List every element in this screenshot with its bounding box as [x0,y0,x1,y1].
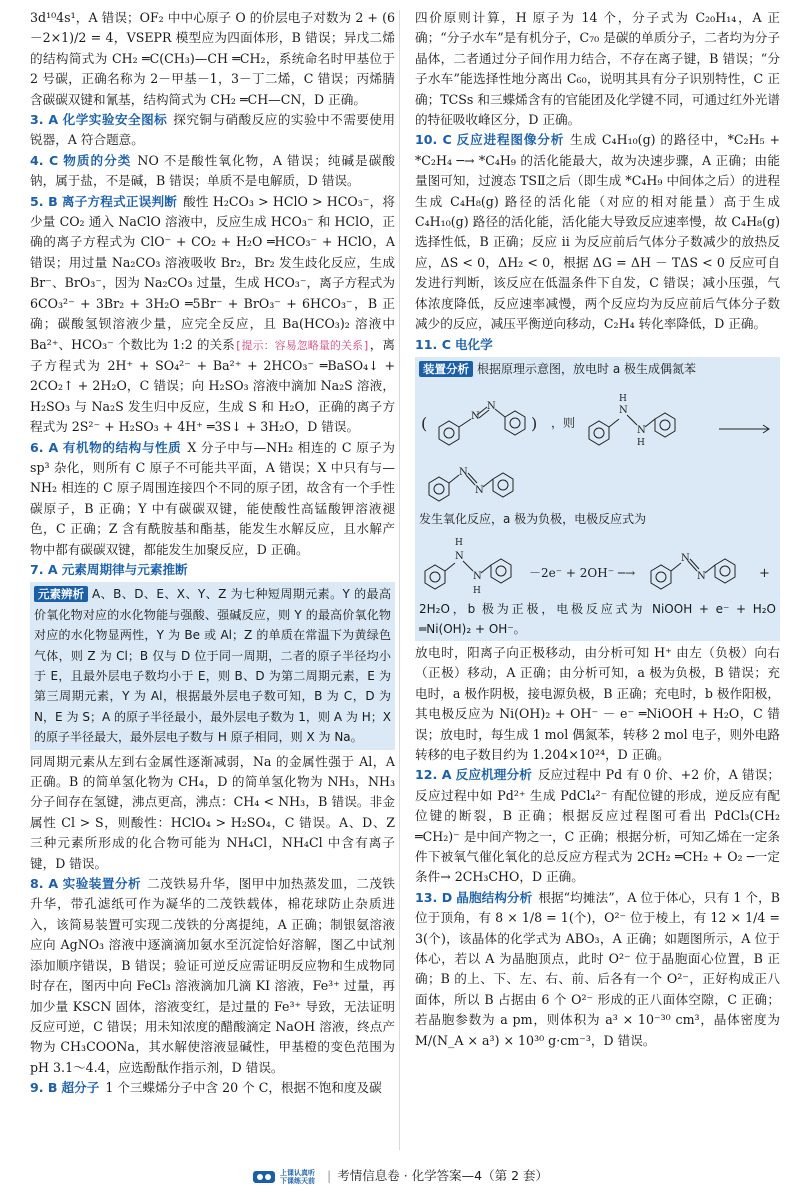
page-footer [0,1166,800,1185]
benzene-ring [425,565,445,589]
box-text: A、B、D、E、X、Y、Z 为七种短周期元素。Y 的最高价氧化物对应的水化物能与强酸、强碱反应，则 Y 的最高价氧化物对应的水化物显两性，Y 为 Be 或 Al；Z 的单质在常温下为黄绿色气体，则 Z 为 Cl；B 仅与 D 位于同一周期，二者的原子半径均小于 E，且最外层电子数均小于 E，则 B、D 为第二周期元素，E 为第三周期元素，Y 为 Al，根据最外层电子数可知，B 为 C，D 为 N，E 为 S；A 的原子半径最小，最外层电子数为 1，则 A 为 H；X 的原子半径最大，最外层电子数与 H 原子相同，则 X 为 Na。 [34,587,391,745]
question-8 [30,874,395,1078]
svg-text:N: N [473,570,482,582]
intro-paragraph: 3d¹⁰4s¹，A 错误；OF₂ 中中心原子 O 的价层电子对数为 2 + (6－2×1)/2 = 4，VSEPR 模型应为四面体形，B 错误；异戊二烯的结构简式为 CH₂ ═C(CH₃)—CH ═CH₂，系统命名时甲基位于 2 号碳，正确名称为 2－甲基－1，3－丁二烯，C 错误；丙烯腈含碳碳双键和氰基，结构简式为 CH₂ ═CH—CN，D 正确。 [30,10,395,107]
svg-text:N: N [697,570,706,582]
svg-text:+: + [759,565,770,581]
svg-text:N: N [459,466,468,478]
element-analysis-box [30,582,395,749]
benzene-ring [505,411,525,435]
box-text: 发生氧化反应，a 极为负极，电极反应式为 [419,511,647,526]
question-topic: 物质的分类 [62,152,132,168]
question-text: 二茂铁易升华，图甲中加热蒸发皿，二茂铁升华，带孔滤纸可作为凝华的二茂铁载体，棉花球防止杂质进入，该简易装置可实现二茂铁的分离提纯，A 正确；制银氨溶液应向 AgNO₃ 溶液中逐滴滴加氨水至沉淀恰好溶解，图乙中试剂添加顺序错误，B 错误；验证可逆反应需证明反应物和生成物同时存在，图丙中向 FeCl₃ 溶液滴加几滴 KI 溶液，Fe³⁺ 过量，再加少量 KSCN 固体，溶液变红，是过量的 Fe³⁺ 导致，无法证明反应可逆，C 错误；用未知浓度的醋酸滴定 NaOH 溶液，终点产物为 CH₃COONa，其水解使溶液显碱性，甲基橙的变色范围为 pH 3.1～4.4，应选酚酞作指示剂，D 错误。 [30,876,396,1075]
question-13 [415,888,780,1051]
svg-text:N: N [471,410,480,422]
question-topic: 晶胞结构分析 [456,889,533,905]
continued-paragraph: 四价原则计算，H 原子为 14 个，分子式为 C₂₀H₁₄，A 正确；“分子水车”是有机分子，C₇₀ 是碳的单质分子，二者均为分子晶体，二者通过分子间作用力结合，不存在离子键，B 错误；“分子水车”能选择性地分离出 C₆₀，说明其具有分子识别特性，C 正确；TCSs 和三蝶烯含有的官能团及化学键不同，可通过红外光谱的特征吸收峰区分，D 正确。 [415,10,780,128]
box-text: 2H₂O，b 极为正极，电极反应式为 NiOOH + e⁻ + H₂O ═Ni(OH)₂ + OH⁻。 [419,601,776,636]
right-column [415,8,780,1051]
question-topic: 有机物的结构与性质 [62,439,182,455]
question-number: 6. A [30,439,59,455]
publisher-logo-icon [252,1169,276,1185]
question-text: 反应过程中 Pd 有 0 价、+2 价，A 错误；反应过程中如 Pd²⁺ 生成 PdCl₄²⁻ 有配位键的形成，逆反应有配位键的断裂，B 正确；根据反应过程图可看出 PdCl₃(CH₂ ═CH₂)⁻ 是中间产物之一，C 正确；根据分析，可知乙烯在一定条件下被氧气催化氧化的总反应方程式为 2CH₂ ═CH₂ + O₂ ─一定条件→ 2CH₃CHO，D 正确。 [415,767,780,885]
question-text: NO 不是酸性氧化物，A 错误；纯碱是碳酸钠，属于盐，不是碱，B 错误；单质不是电解质，D 错误。 [30,152,395,189]
svg-text:(: ( [421,413,428,433]
question-number: 11. C [415,336,451,352]
element-analysis-tag: 元素辨析 [34,586,88,602]
question-number: 5. B [30,193,58,209]
benzene-ring [651,565,671,589]
question-9 [30,1078,395,1098]
question-6 [30,438,395,560]
svg-text:H: H [619,393,627,404]
svg-text:H: H [637,437,645,448]
benzene-ring [655,413,675,437]
question-topic: 反应机理分析 [455,767,532,783]
logo-line-2: 下课练天前 [280,1176,315,1185]
then-text: ，则 [551,415,576,430]
question-text: X 分子中与—NH₂ 相连的 C 原子为 sp³ 杂化，则所有 C 原子不可能共平面，A 错误；X 中只有与—NH₂ 相连的 C 原子周围连接四个不同的原子团，故含有一个手性碳原子，B 正确；Y 中有碳碳双键，能使酸性高锰酸钾溶液褪色，C 正确；Z 含有酰胺基和酯基，能发生水解反应，且水解产物中都有碳碳双键，都能发生加聚反应，D 正确。 [30,439,396,557]
question-5 [30,192,395,438]
device-analysis-tag: 装置分析 [419,361,473,377]
azobenzene-hydrazobenzene-structures [419,381,776,461]
benzene-ring [493,473,513,497]
azobenzene-structure [419,463,776,507]
question-topic: 化学实验安全图标 [62,112,168,128]
question-4 [30,151,395,192]
device-analysis-box [415,357,780,641]
question-text: 根据“均摊法”，A 位于体心，只有 1 个，B 位于顶角，有 8 × 1/8 = 1(个)，O²⁻ 位于棱上，有 12 × 1/4 = 3(个)，该晶体的化学式为 ABO₃，A 正确；如题图所示，A 位于体心，若以 A 为晶胞顶点，此时 O²⁻ 位于晶胞面心位置，B 正确；B 的上、下、左、右、前、后各有一个 O²⁻，正好构成正八面体，所以 B 占据由 6 个 O²⁻ 形成的正八面体空隙，C 正确；若晶胞参数为 a pm，则体积为 a³ × 10⁻³⁰ cm³，晶体密度为 M/(N_A × a³) × 10³⁰ g·cm⁻³，D 错误。 [415,889,781,1048]
logo-slogan [280,1169,315,1185]
svg-text:): ) [531,413,538,433]
question-number: 9. B [30,1080,58,1096]
question-text: 1 个三蝶烯分子中含 20 个 C，根据不饱和度及碳 [105,1080,382,1096]
benzene-ring [439,421,459,445]
svg-text:N: N [487,400,496,412]
svg-text:N: N [681,552,690,564]
svg-text:N: N [475,484,484,496]
half-reaction-text: －2e⁻ + 2OH⁻ ─→ [529,565,636,580]
svg-text:N: N [637,424,646,436]
question-11 [415,335,780,355]
question-number: 4. C [30,152,59,168]
question-10 [415,130,780,334]
question-3 [30,110,395,151]
question-text: 酸性 H₂CO₃ > HClO > HCO₃⁻，将少量 CO₂ 通入 NaClO 溶液中，反应生成 HCO₃⁻ 和 HClO，正确的离子方程式为 ClO⁻ + CO₂ + H₂O ═HCO₃⁻ + HClO，A 错误；用过量 Na₂CO₃ 溶液吸收 Br₂，Br₂ 发生歧化反应，生成 Br⁻、BrO₃⁻，因为 Na₂CO₃ 过量，生成 HCO₃⁻，离子方程式为 6CO₃²⁻ + 3Br₂ + 3H₂O ═5Br⁻ + BrO₃⁻ + 6HCO₃⁻，B 正确；碳酸氢钡溶液少量，应完全反应，且 Ba(HCO₃)₂ 溶液中 Ba²⁺、HCO₃⁻ 个数比为 1:2 的关系 [30,193,395,352]
box-text: 根据原理示意图，放电时 a 极生成偶氮苯 [477,361,696,376]
question-number: 3. A [30,112,59,128]
question-number: 10. C [415,132,452,148]
question-topic: 元素周期律与元素推断 [61,561,188,577]
svg-text:H: H [455,537,463,548]
left-column [30,8,395,1099]
question-topic: 离子方程式正误判断 [61,193,178,209]
question-number: 7. A [30,561,58,577]
question-number: 12. A [415,767,452,783]
question-topic: 反应进程图像分析 [455,132,565,148]
half-reaction-structures [419,531,776,597]
question-number: 13. D [415,889,453,905]
benzene-ring [429,477,449,501]
benzene-ring [589,421,609,445]
benzene-ring [491,559,511,583]
question-text: 放电时，阳离子向正极移动，由分析可知 H⁺ 由左（负极）向右（正极）移动，A 正确；由分析可知，a 极为负极，B 错误；充电时，a 极作阴极，接电源负极，B 正确；充电时，b 极作阳极，其电极反应为 Ni(OH)₂ + OH⁻ － e⁻ ═NiOOH + H₂O，C 错误；放电时，每生成 1 mol 偶氮苯，转移 2 mol 电子，则外电路转移的电子数目约为 1.204×10²⁴，D 正确。 [415,644,780,762]
question-text: 生成 C₄H₁₀(g) 的路径中，*C₂H₅ + *C₂H₄ ─→ *C₄H₉ 的活化能最大，故为决速步骤，A 正确；由能量图可知，过渡态 TSⅡ之后（即生成 *C₄H₉ 中间体之后）的进程生成 C₄H₈(g) 路径的活化能（对应的相对能量）高于生成 C₄H₁₀(g) 路径的活化能，活化能大导致反应速率慢，故 C₄H₈(g) 选择性低，B 正确；反应 ii 为反应前后气体分子数减少的放热反应，ΔS < 0，ΔH₂ < 0，根据 ΔG = ΔH － TΔS < 0 反应可自发进行判断，该反应在低温条件下自发，C 错误；减小压强，气体浓度降低，反应速率减慢，两个反应均为反应前后气体分子数减少的反应，减压平衡逆向移动，C₂H₄ 转化率降低，D 正确。 [415,132,781,332]
question-topic: 电化学 [454,336,493,352]
footer-separator: | [327,1168,332,1183]
hint-note: [提示：容易忽略量的关系] [234,338,370,352]
question-number: 8. A [30,876,59,892]
question-topic: 超分子 [61,1080,100,1096]
benzene-ring [715,559,735,583]
question-text: 同周期元素从左到右金属性逐渐减弱，Na 的金属性强于 Al，A 正确。B 的简单氢化物为 CH₄，D 的简单氢化物为 NH₃，NH₃ 分子间存在氢键，沸点更高，沸点：CH₄ < NH₃，B 错误。非金属性 Cl > S，则酸性：HClO₄ > H₂SO₄，C 错误。A、D、Z 三种元素所形成的化合物可能为 NH₄Cl，NH₄Cl 中含有离子键，D 错误。 [30,753,395,871]
question-text-cont: ，离子方程式为 2H⁺ + SO₄²⁻ + Ba²⁺ + 2HCO₃⁻ ═BaSO₄↓ + 2CO₂↑ + 2H₂O，C 错误；向 H₂SO₃ 溶液中滴加 Na₂S 溶液，H₂SO₃ 与 Na₂S 发生归中反应，生成 S 和 H₂O，正确的离子方程式为 2S²⁻ + H₂SO₃ + 4H⁺ ═3S↓ + 3H₂O，D 错误。 [30,336,395,435]
question-12 [415,765,780,887]
question-7 [30,560,395,580]
logo-line-1: 上课认真听 [280,1168,315,1177]
question-text: 探究铜与硝酸反应的实验中不需要使用锐器，A 符合题意。 [30,112,396,148]
svg-text:N: N [619,404,628,416]
question-topic: 实验装置分析 [62,876,142,892]
svg-text:H: H [473,585,481,596]
column-divider [399,10,400,1150]
footer-title: 考情信息卷 · 化学答案—4（第 2 套） [337,1168,548,1183]
svg-text:N: N [455,550,464,562]
